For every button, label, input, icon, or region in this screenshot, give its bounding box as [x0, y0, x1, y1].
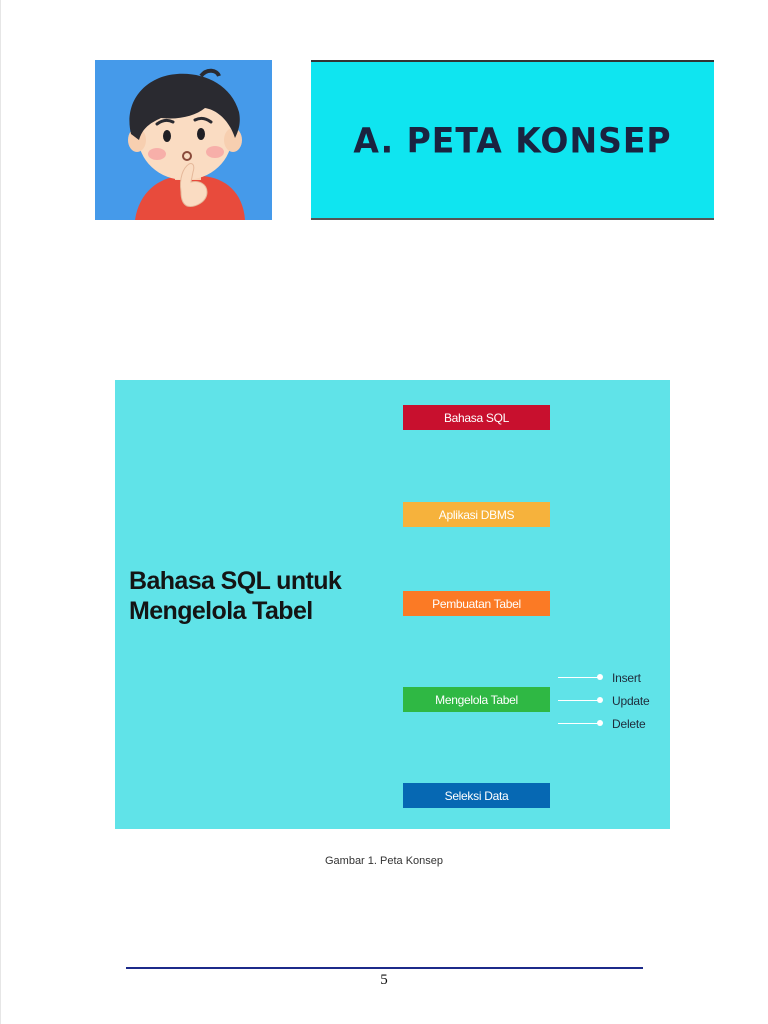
concept-item-bahasa-sql: Bahasa SQL: [403, 405, 550, 430]
concept-map-title: [129, 566, 389, 626]
concept-map: [115, 380, 670, 829]
page-edge: [0, 0, 1, 1024]
concept-item-aplikasi-dbms: Aplikasi DBMS: [403, 502, 550, 527]
sub-item-insert: Insert: [612, 671, 641, 685]
concept-map-title-line-1: Bahasa SQL untuk: [129, 567, 342, 595]
concept-item-seleksi-data: Seleksi Data: [403, 783, 550, 808]
connector-dot-update: [597, 697, 603, 703]
figure-caption: Gambar 1. Peta Konsep: [324, 855, 443, 867]
sub-item-update: Update: [612, 694, 650, 708]
footer-rule: [126, 967, 643, 969]
connector-insert: [558, 677, 600, 678]
thinking-boy-illustration: [95, 60, 272, 220]
concept-item-pembuatan-tabel: Pembuatan Tabel: [403, 591, 550, 616]
page-number: 5: [380, 972, 388, 988]
connector-update: [558, 700, 600, 701]
concept-item-mengelola-tabel: Mengelola Tabel: [403, 687, 550, 712]
sub-item-delete: Delete: [612, 717, 646, 731]
section-title: A. PETA KONSEP: [353, 119, 672, 161]
section-title-box: [311, 60, 714, 220]
connector-dot-insert: [597, 674, 603, 680]
connector-dot-delete: [597, 720, 603, 726]
concept-map-title-line-2: Mengelola Tabel: [129, 597, 313, 625]
connector-delete: [558, 723, 600, 724]
